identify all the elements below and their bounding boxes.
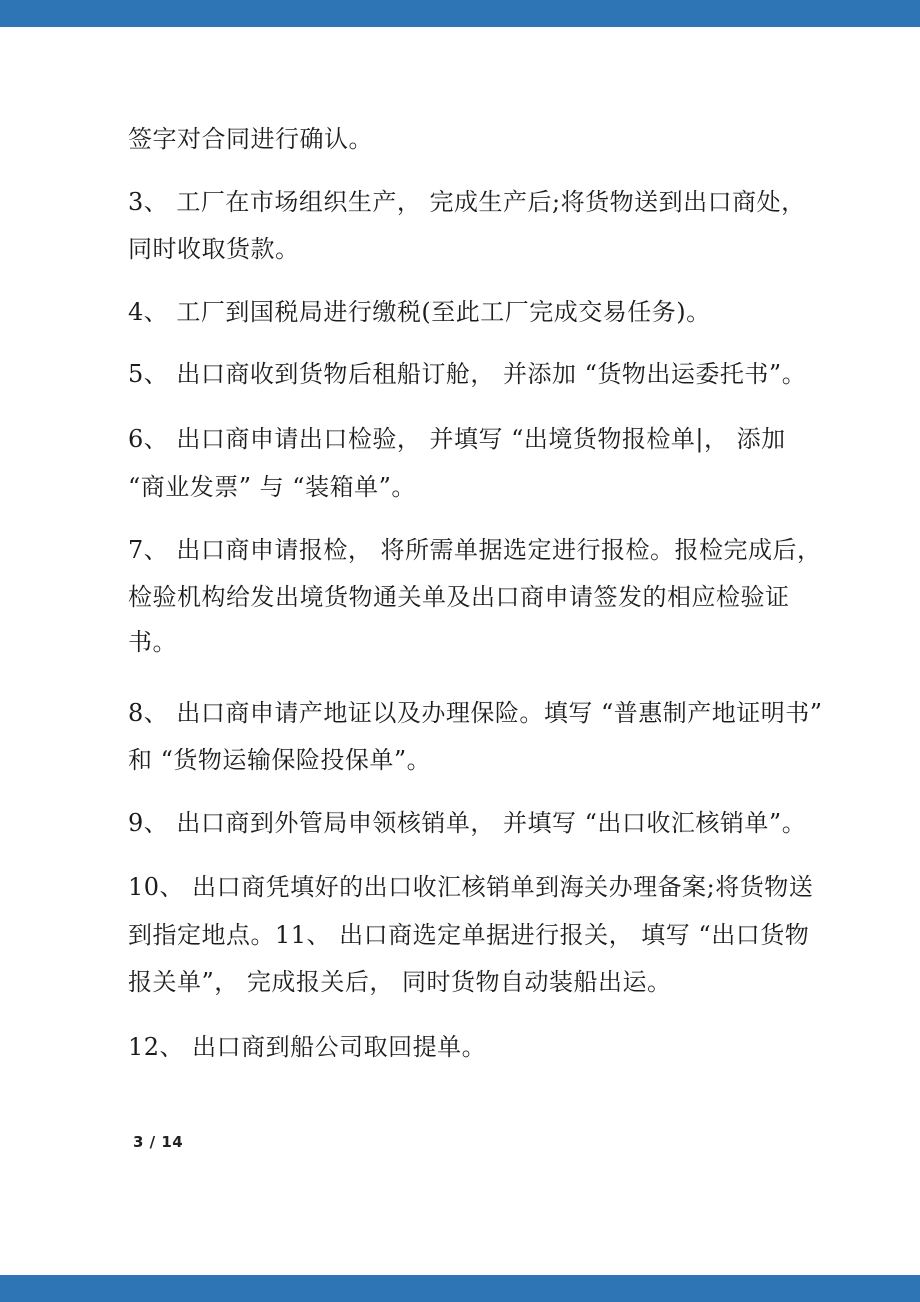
doc-line: 同时收取货款。 — [128, 235, 300, 263]
doc-line: 书。 — [128, 628, 177, 656]
doc-line: “商业发票” 与 “装箱单”。 — [128, 473, 416, 501]
bottom-blue-bar — [0, 1275, 920, 1302]
doc-line: 3、 工厂在市场组织生产， 完成生产后;将货物送到出口商处， — [128, 188, 806, 216]
doc-line: 检验机构给发出境货物通关单及出口商申请签发的相应检验证 — [128, 583, 790, 611]
doc-line: 4、 工厂到国税局进行缴税(至此工厂完成交易任务)。 — [128, 298, 711, 326]
doc-line: 报关单”， 完成报关后， 同时货物自动装船出运。 — [128, 968, 672, 996]
doc-line: 5、 出口商收到货物后租船订舱， 并添加 “货物出运委托书”。 — [128, 360, 807, 388]
doc-line: 9、 出口商到外管局申领核销单， 并填写 “出口收汇核销单”。 — [128, 809, 807, 837]
doc-line: 7、 出口商申请报检， 将所需单据选定进行报检。报检完成后， — [128, 536, 822, 564]
doc-line: 10、 出口商凭填好的出口收汇核销单到海关办理备案;将货物送 — [128, 873, 814, 901]
doc-line: 签字对合同进行确认。 — [128, 125, 373, 153]
page-number: 3 / 14 — [133, 1133, 184, 1151]
doc-line: 12、 出口商到船公司取回提单。 — [128, 1033, 487, 1061]
doc-line: 6、 出口商申请出口检验， 并填写 “出境货物报检单|， 添加 — [128, 425, 786, 453]
doc-line: 8、 出口商申请产地证以及办理保险。填写 “普惠制产地证明书” — [128, 699, 823, 727]
doc-line: 和 “货物运输保险投保单”。 — [128, 746, 432, 774]
doc-line: 到指定地点。11、 出口商选定单据进行报关， 填写 “出口货物 — [128, 921, 810, 949]
top-blue-bar — [0, 0, 920, 27]
